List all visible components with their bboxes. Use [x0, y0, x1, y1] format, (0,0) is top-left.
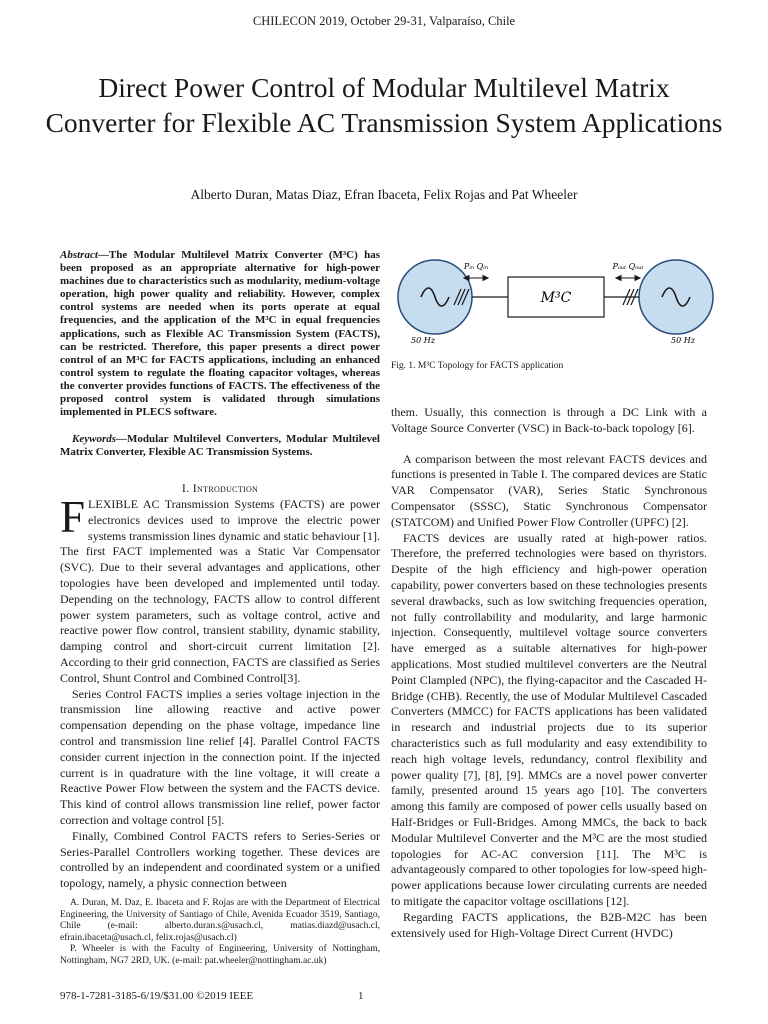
right-paragraph-4: Regarding FACTS applications, the B2B-M2C has been extensively used for High-Voltage Direct Current (HVDC)	[391, 909, 707, 940]
author-list: Alberto Duran, Matas Diaz, Efran Ibaceta, Felix Rojas and Pat Wheeler	[190, 187, 578, 202]
keywords-label: Keywords	[72, 433, 116, 445]
intro-paragraph-1	[60, 492, 380, 687]
drop-cap: F	[60, 492, 86, 542]
page-number: 1	[358, 990, 364, 1002]
left-power-label: Pᵢₙ Qᵢₙ	[463, 262, 489, 271]
footnote	[60, 893, 380, 968]
intro-paragraph-1-text: LEXIBLE AC Transmission Systems (FACTS) are power electronics devices used to improve the electric power systems transmission lines dynamic and static behaviour [1]. The first FACT implemented was a Static Var Compensator (SVC). Due to their several advantages and applications, other topologies have been developed and implemented until today. Depending on the technology, FACTS allow to control different power system parameters, such as voltage control, active and reactive power flow control, transient stability, dynamic stability, damping control and short-circuit current limitation [2]. According to their grid connection, FACTS are classified as Series Control, Shunt Control and Combined Control[3].	[60, 497, 380, 685]
abstract-text: —The Modular Multilevel Matrix Converter (M³C) has been proposed as an appropriate alternative for high-power machines due to characteristics such as modularity, medium-voltage operation, high power quality and reliability. However, complex control systems are needed when its ports operate at equal frequencies, and the application of the M³C in equal frequencies applications, such as Flexible AC Transmission System (FACTS), can be restricted. Therefore, this paper presents a direct power control of an M³C for FACTS applications, including an enhanced control system to regulate the floating capacitor voltages, whereas the converter provides functions of FACTS. The effectiveness of the proposed control system is validated through simulations implemented in PLECS software.	[60, 249, 380, 419]
intro-paragraph-2: Series Control FACTS implies a series voltage injection in the transmission line allowing reactive and active power compensation depending on the phase voltage, impedance line control and transmission line relief [4]. Parallel Control FACTS consider current injection in the connection point. If the injected current is in quadrature with the line voltage, it will create a Reactive Power Flow between the system and the FACTS device. This kind of control allows transmission line relief, power factor correction and voltage control [5].	[60, 686, 380, 827]
abstract	[60, 249, 380, 419]
copyright-line: 978-1-7281-3185-6/19/$31.00 ©2019 IEEE	[60, 990, 254, 1002]
keywords-text: —Modular Multilevel Converters, Modular Multilevel Matrix Converter, Flexible AC Transmission Systems.	[60, 433, 380, 459]
footnote-affiliation-2: P. Wheeler is with the Faculty of Engineering, University of Nottingham, Nottingham, NG7 2RD, UK. (e-mail: pat.wheeler@nottingham.ac.uk)	[60, 944, 380, 966]
introduction-body	[60, 492, 380, 892]
left-frequency-label: 50 Hz	[411, 336, 435, 345]
right-paragraph-1: them. Usually, this connection is through a DC Link with a Voltage Source Converter (VSC) in Back-to-back topology [6].	[391, 405, 707, 435]
figure-caption: Fig. 1. M³C Topology for FACTS application	[391, 361, 564, 371]
right-power-label: Pₒᵤₜ Qₒᵤₜ	[612, 262, 644, 271]
footnote-affiliation-1: A. Duran, M. Daz, E. Ibaceta and F. Rojas are with the Department of Electrical Engineering, the University of Santiago of Chile, Avenida Ecuador 3519, Santiago, Chile (e-mail: alberto.duran.s@usach.cl, matias.diazd@usach.cl, efrain.ibaceta@usach.cl, felix.rojas@usach.cl)	[60, 898, 380, 943]
conference-header: CHILECON 2019, October 29-31, Valparaíso, Chile	[252, 14, 516, 28]
keywords	[60, 433, 380, 459]
right-frequency-label: 50 Hz	[671, 336, 695, 345]
right-paragraph-3: FACTS devices are usually rated at high-power ratios. Therefore, the preferred technologies were based on thyristors. Despite of the high efficiency and high-power operation capability, power converters based on these technologies presents several drawbacks, such as low switching frequencies operation, not fully controllability and modularity, and large harmonic injection. Consequently, multilevel voltage source converters have emerged as a suitable alternatives for high-power applications. Most studied multilevel converters are the Neutral Point Clampled (NPC), the flying-capacitor and the Cascaded H-Bridge (CHB). Recently, the use of Modular Multilevel Cascaded Converters (MMCC) for FACTS applications has been validated in research and industrial projects due to its superior characteristics such as full modularity and easy extendibility to reach high voltage levels, redundancy, control flexibility and power quality [7], [8], [9]. MMCs are a novel power converter family, presented around 15 years ago [10]. The converters among this family are composed of power cells usually based on Half-Bridges or Full-Bridges. Among MMCs, the back to back Modular Multilevel Converter and the M³C are the most studied topologies for AC-AC conversion [11]. The M³C is advantageously compared to other topologies for low-speed high-power applications because lower circulating currents are needed to mitigate the capacitor voltage oscillations [12].	[391, 530, 707, 908]
section-heading-introduction: I. Introduction	[181, 481, 259, 495]
left-power-arrow-icon	[464, 276, 488, 281]
right-power-arrow-icon	[616, 276, 640, 281]
m3c-block-label: M³C	[540, 290, 572, 306]
intro-paragraph-3: Finally, Combined Control FACTS refers to Series-Series or Series-Parallel Controllers working together. These devices are controlled by an independent and coordinated system or a unified topology, namely, a physic connection between	[60, 828, 380, 891]
figure-topology-diagram	[391, 255, 721, 350]
right-paragraph-2: A comparison between the most relevant FACTS devices and functions is presented in Table I. The compared devices are Static VAR Compensator (VAR), Series Static Synchronous Compensator (SSSC), Static Synchronous Compensator (STATCOM) and Unified Power Flow Controller (UPFC) [2].	[391, 451, 707, 529]
paper-title: Direct Power Control of Modular Multilevel Matrix Converter for Flexible AC Transmission System Applications	[45, 72, 723, 138]
abstract-label: Abstract	[60, 249, 98, 261]
right-column-body	[391, 405, 707, 941]
